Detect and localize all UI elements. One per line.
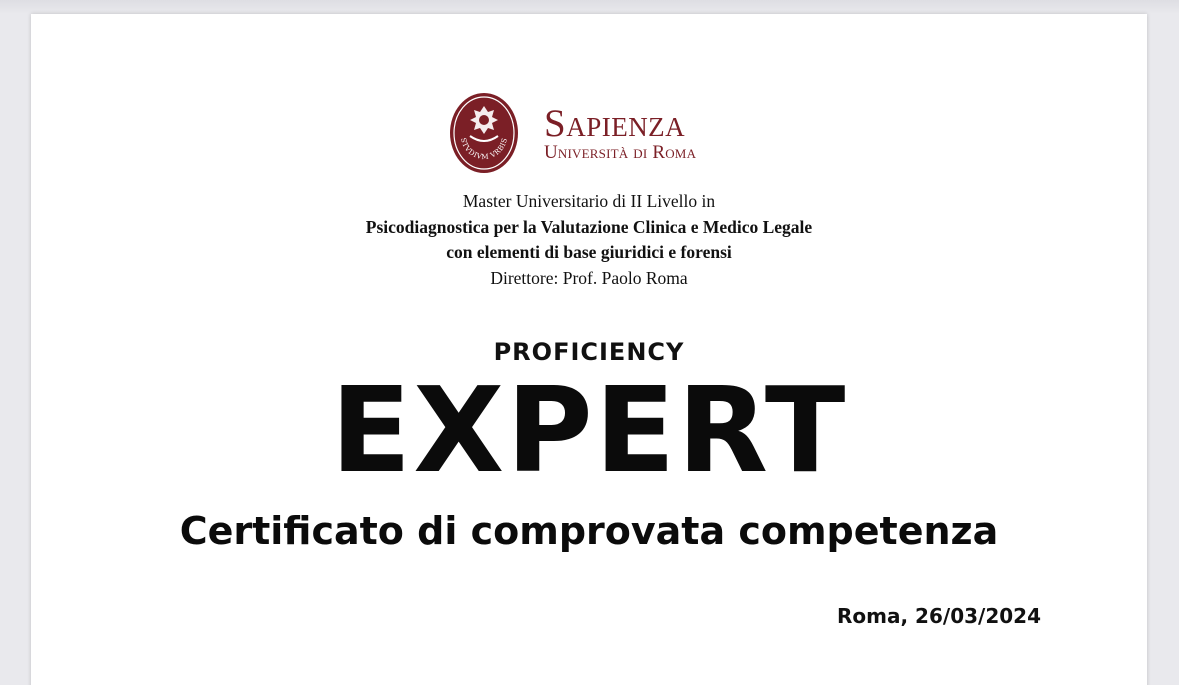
program-director: Direttore: Prof. Paolo Roma [490, 267, 688, 288]
sapienza-seal-icon [448, 92, 520, 174]
sapienza-logo [448, 92, 748, 176]
university-subname: Università di Roma [544, 142, 697, 163]
certificate-page [31, 14, 1147, 685]
certificate-subtitle: Certificato di comprovata competenza [179, 509, 999, 553]
program-title: Psicodiagnostica per la Valutazione Clinica e Medico Legale [365, 216, 813, 237]
university-name: Sapienza [544, 102, 686, 145]
certificate-kicker: PROFICIENCY [493, 338, 685, 366]
program-title-continued: con elementi di base giuridici e forensi [446, 242, 732, 262]
program-level: Master Universitario di II Livello in [462, 191, 716, 211]
seal-text: STVDIVM VRBIS [459, 137, 509, 162]
place-and-date: Roma, 26/03/2024 [837, 604, 1041, 628]
program-description [31, 189, 1147, 291]
certificate-title: EXPERT [330, 361, 848, 499]
sapienza-wordmark [544, 104, 696, 162]
